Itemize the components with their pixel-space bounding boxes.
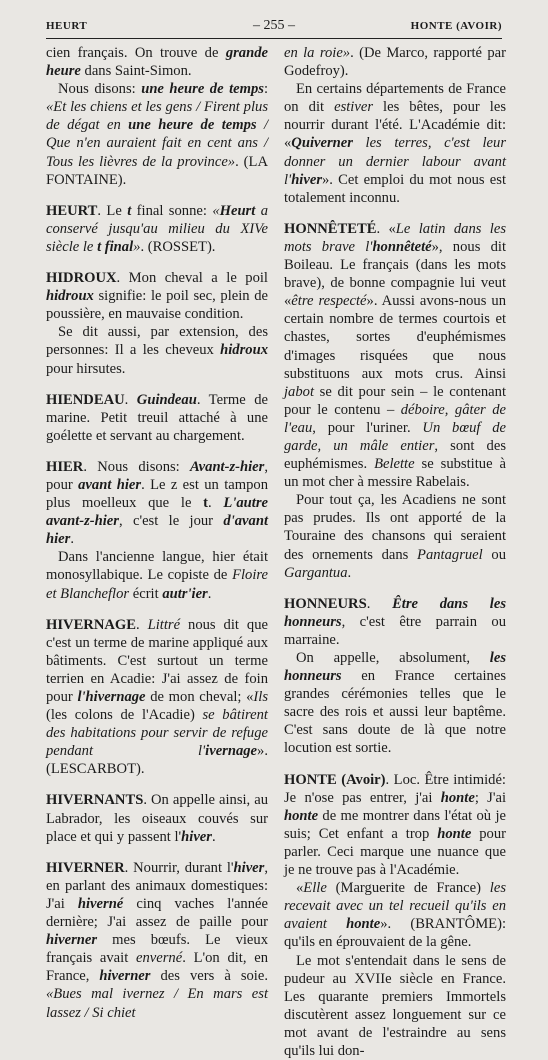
text-run: . Nourrir, durant l'	[125, 860, 234, 876]
text-run: cien français. On trouve de	[46, 45, 226, 61]
text-run: «	[212, 203, 219, 219]
header-rule	[46, 38, 502, 39]
text-run: L'autre avant-z-hier	[46, 495, 268, 529]
text-run: .	[125, 392, 137, 408]
text-run: se bâtirent des habitations pour servir de refuge pendant l'	[46, 707, 268, 759]
text-run: autr'ier	[162, 586, 207, 602]
text-run: Pour tout ça, les Acadiens ne sont pas prudes. Ils ont apporté de la Touraine des chansons qui seraient des ornements dans	[284, 492, 506, 562]
text-run: une heure de temps	[128, 117, 256, 133]
text-run: de me montrer dans l'état où je suis; Cet enfant a trop	[284, 808, 506, 842]
running-header	[46, 18, 502, 36]
text-run: Littré	[148, 617, 180, 633]
text-run: ivernage	[205, 743, 257, 759]
text-run: Elle	[303, 880, 327, 896]
text-run: les bêtes, pour les nourrir durant l'été. L'Académie dit: «	[284, 99, 506, 151]
text-run: :	[264, 81, 268, 97]
text-run: On appelle, absolument,	[296, 650, 490, 666]
text-run: l'hivernage	[77, 689, 145, 705]
text-run: hiver	[234, 860, 265, 876]
dictionary-entry	[46, 391, 268, 445]
text-run: , c'est le jour	[119, 513, 223, 529]
text-run: a conservé jusqu'au milieu du XIVe siècle le	[46, 203, 268, 255]
text-run: , pour l'uriner.	[312, 420, 422, 436]
text-run: ». Cet emploi du mot nous est totalement inconnu.	[284, 172, 506, 206]
text-run: «	[296, 880, 303, 896]
dictionary-entry	[46, 859, 268, 1022]
text-run: cinq vaches l'année dernière; J'ai assez de paille pour	[46, 896, 268, 930]
text-run: hiverner	[46, 932, 97, 948]
text-run: en France certaines grandes cérémonies telles que le sacre des rois et aussi leur baptême. C'est sans doute de là que notre locution est sortie.	[284, 668, 506, 756]
text-run: Avant-z-hier	[190, 459, 264, 475]
text-run: t	[127, 203, 131, 219]
dictionary-entry	[284, 220, 506, 491]
text-run: ». Aussi avons-nous un certain nombre de termes courtois et chastes, sortes d'euphémismes d'images risquées que nous substituons aux mots crus. Ainsi	[284, 293, 506, 381]
text-run: Gargantua	[284, 565, 348, 581]
text-run: »	[133, 239, 140, 255]
text-run: (Marguerite de France)	[327, 880, 490, 896]
text-run: . L'on dit, en France,	[46, 950, 268, 984]
text-run: être respecté	[291, 293, 366, 309]
text-run: Nous disons:	[58, 81, 141, 97]
text-run: Le latin dans les mots brave l'	[284, 221, 506, 255]
dictionary-entry	[46, 791, 268, 845]
text-run: . Mon cheval a le poil	[117, 270, 268, 286]
text-run: ou	[483, 547, 506, 563]
text-run: honte	[284, 808, 318, 824]
text-run: , c'est être parrain ou marraine.	[284, 614, 506, 648]
text-run: déboire, gâter de l'eau	[284, 402, 506, 436]
text-run: se substitue à un mot cher à messire Rabelais.	[284, 456, 506, 490]
text-run: «Bues mal ivernez / En mars est lassez / Si chiet	[46, 986, 268, 1020]
text-run: «Et les chiens et les gens / Firent plus de dégat en	[46, 99, 268, 133]
text-run: avant hier	[78, 477, 141, 493]
text-run: honte	[441, 790, 475, 806]
text-run: final sonne:	[131, 203, 212, 219]
text-run: écrit	[129, 586, 162, 602]
page-number: – 255 –	[46, 18, 502, 34]
text-run: les honneurs	[284, 650, 506, 684]
text-run: enverné	[136, 950, 182, 966]
text-run: honte	[346, 916, 380, 932]
dictionary-entry	[46, 458, 268, 548]
dictionary-entry	[46, 269, 268, 323]
text-run: .	[212, 829, 216, 845]
text-run: . Le z est un tampon plus moelleux que le	[46, 477, 268, 511]
text-run: hiver	[181, 829, 212, 845]
paragraph	[284, 649, 506, 758]
text-run: honnêteté	[372, 239, 431, 255]
headword: HIENDEAU	[46, 392, 125, 408]
text-run: En certains départements de France on dit	[284, 81, 506, 115]
headword: HIVERNANTS	[46, 792, 143, 808]
text-run: . (LA FONTAINE).	[46, 154, 268, 188]
text-run: t	[203, 495, 208, 511]
paragraph	[284, 44, 506, 80]
text-run: Un bœuf de garde, un mâle entier	[284, 420, 506, 454]
text-run: pour hirsutes.	[46, 361, 125, 377]
headword: HIDROUX	[46, 270, 117, 286]
text-run: , pour	[46, 459, 268, 493]
paragraph	[46, 323, 268, 377]
right-column	[284, 44, 506, 1060]
text-run: de mon cheval; «	[146, 689, 254, 705]
text-run: . Le	[97, 203, 127, 219]
text-run: , en parlant des animaux domestiques: J'ai	[46, 860, 268, 912]
text-run: Heurt	[220, 203, 256, 219]
text-run: », nous dit Boileau. Le français (dans les mots brave), de bonne compagnie lui veut «	[284, 239, 506, 309]
text-run: . (De Marco, rapporté par Godefroy).	[284, 45, 506, 79]
text-run: en la roie»	[284, 45, 350, 61]
text-run: d'avant hier	[46, 513, 268, 547]
text-run: dans Saint-Simon.	[81, 63, 192, 79]
text-run: se dit pour sein – le contenant pour le contenu –	[284, 384, 506, 418]
dictionary-entry	[46, 202, 268, 256]
paragraph	[284, 80, 506, 207]
text-run: .	[367, 596, 392, 612]
text-run: ». (LESCARBOT).	[46, 743, 268, 777]
left-column	[46, 44, 268, 1022]
text-run: hiverner	[99, 968, 150, 984]
paragraph	[46, 80, 268, 189]
text-run: ; J'ai	[475, 790, 506, 806]
text-run: Floire et Blancheflor	[46, 567, 268, 601]
text-run: ». (BRANTÔME): qu'ils en éprouvaient de la gêne.	[284, 916, 506, 950]
text-run: t final	[97, 239, 133, 255]
paragraph	[284, 879, 506, 951]
text-run: / Que n'en auraient fait en cent ans / Tous les lièvres de la province»	[46, 117, 268, 169]
text-run: Ils	[253, 689, 268, 705]
text-run: honte	[437, 826, 471, 842]
text-run: Quiverner	[291, 135, 353, 151]
header-right-guideword: HONTE (AVOIR)	[411, 20, 502, 32]
paragraph	[46, 548, 268, 602]
text-run: Guindeau	[137, 392, 197, 408]
text-run: hiverné	[78, 896, 123, 912]
dictionary-entry	[284, 771, 506, 880]
headword: HIVERNER	[46, 860, 125, 876]
header-left-guideword: HEURT	[46, 20, 87, 32]
text-run: nous dit que c'est un terme de marine appliqué aux bâtiments. C'est surtout un terme terrien en Acadie: J'ai assez de foin pour	[46, 617, 268, 705]
paragraph	[284, 952, 506, 1060]
paragraph	[284, 491, 506, 581]
text-run: Le mot s'entendait dans le sens de pudeur au XVIIe siècle en France. Les quarante premiers Immortels discutèrent assez longuement sur ce mot avant de l'estraindre au sens qu'ils lui don-	[284, 953, 506, 1059]
headword: HONNEURS	[284, 596, 367, 612]
text-run: des vers à soie.	[150, 968, 268, 984]
text-run: pour parler. Ceci marque une nuance que je ne trouve pas à l'Académie.	[284, 826, 506, 878]
text-run: .	[136, 617, 148, 633]
text-run: hidroux	[220, 342, 268, 358]
text-run: Belette	[374, 456, 415, 472]
text-run: les recevait avec un tel recueil qu'ils en avaient	[284, 880, 506, 932]
text-run: Pantagruel	[417, 547, 483, 563]
text-run: .	[208, 495, 223, 511]
paragraph	[46, 44, 268, 80]
headword: HIVERNAGE	[46, 617, 136, 633]
text-run: . Loc. Être intimidé: Je n'ose pas entrer, j'ai	[284, 772, 506, 806]
text-run: , sont des euphémismes.	[284, 438, 506, 472]
text-run: .	[348, 565, 352, 581]
text-run: mes bœufs. Le vieux français avait	[46, 932, 268, 966]
text-run: jabot	[284, 384, 314, 400]
text-run: grande heure	[46, 45, 268, 79]
text-run: hidroux	[46, 288, 94, 304]
text-run: . «	[376, 221, 395, 237]
text-run: .	[70, 531, 74, 547]
text-run: . On appelle ainsi, au Labrador, les oiseaux couvés sur place et qui y passent l'	[46, 792, 268, 844]
headword: HIER	[46, 459, 83, 475]
text-run: . Nous disons:	[83, 459, 190, 475]
dictionary-entry	[46, 616, 268, 779]
text-run: Se dit aussi, par extension, des personnes: Il a les cheveux	[46, 324, 268, 358]
headword: HONTE (Avoir)	[284, 772, 386, 788]
text-run: .	[208, 586, 212, 602]
text-run: une heure de temps	[141, 81, 264, 97]
text-run: Dans l'ancienne langue, hier était monosyllabique. Le copiste de	[46, 549, 268, 583]
text-run: (les colons de l'Acadie)	[46, 707, 202, 723]
headword: HEURT	[46, 203, 97, 219]
text-run: les terres, c'est leur donner un dernier labour avant l'	[284, 135, 506, 187]
text-run: estiver	[334, 99, 373, 115]
dictionary-entry	[284, 595, 506, 649]
text-run: . Terme de marine. Petit treuil attaché à une goélette et servant au chargement.	[46, 392, 268, 444]
text-run: Être dans les honneurs	[284, 596, 506, 630]
text-run: signifie: le poil sec, plein de poussière, en mauvaise condition.	[46, 288, 268, 322]
headword: HONNÊTETÉ	[284, 221, 376, 237]
text-run: hiver	[291, 172, 322, 188]
text-run: . (ROSSET).	[140, 239, 215, 255]
